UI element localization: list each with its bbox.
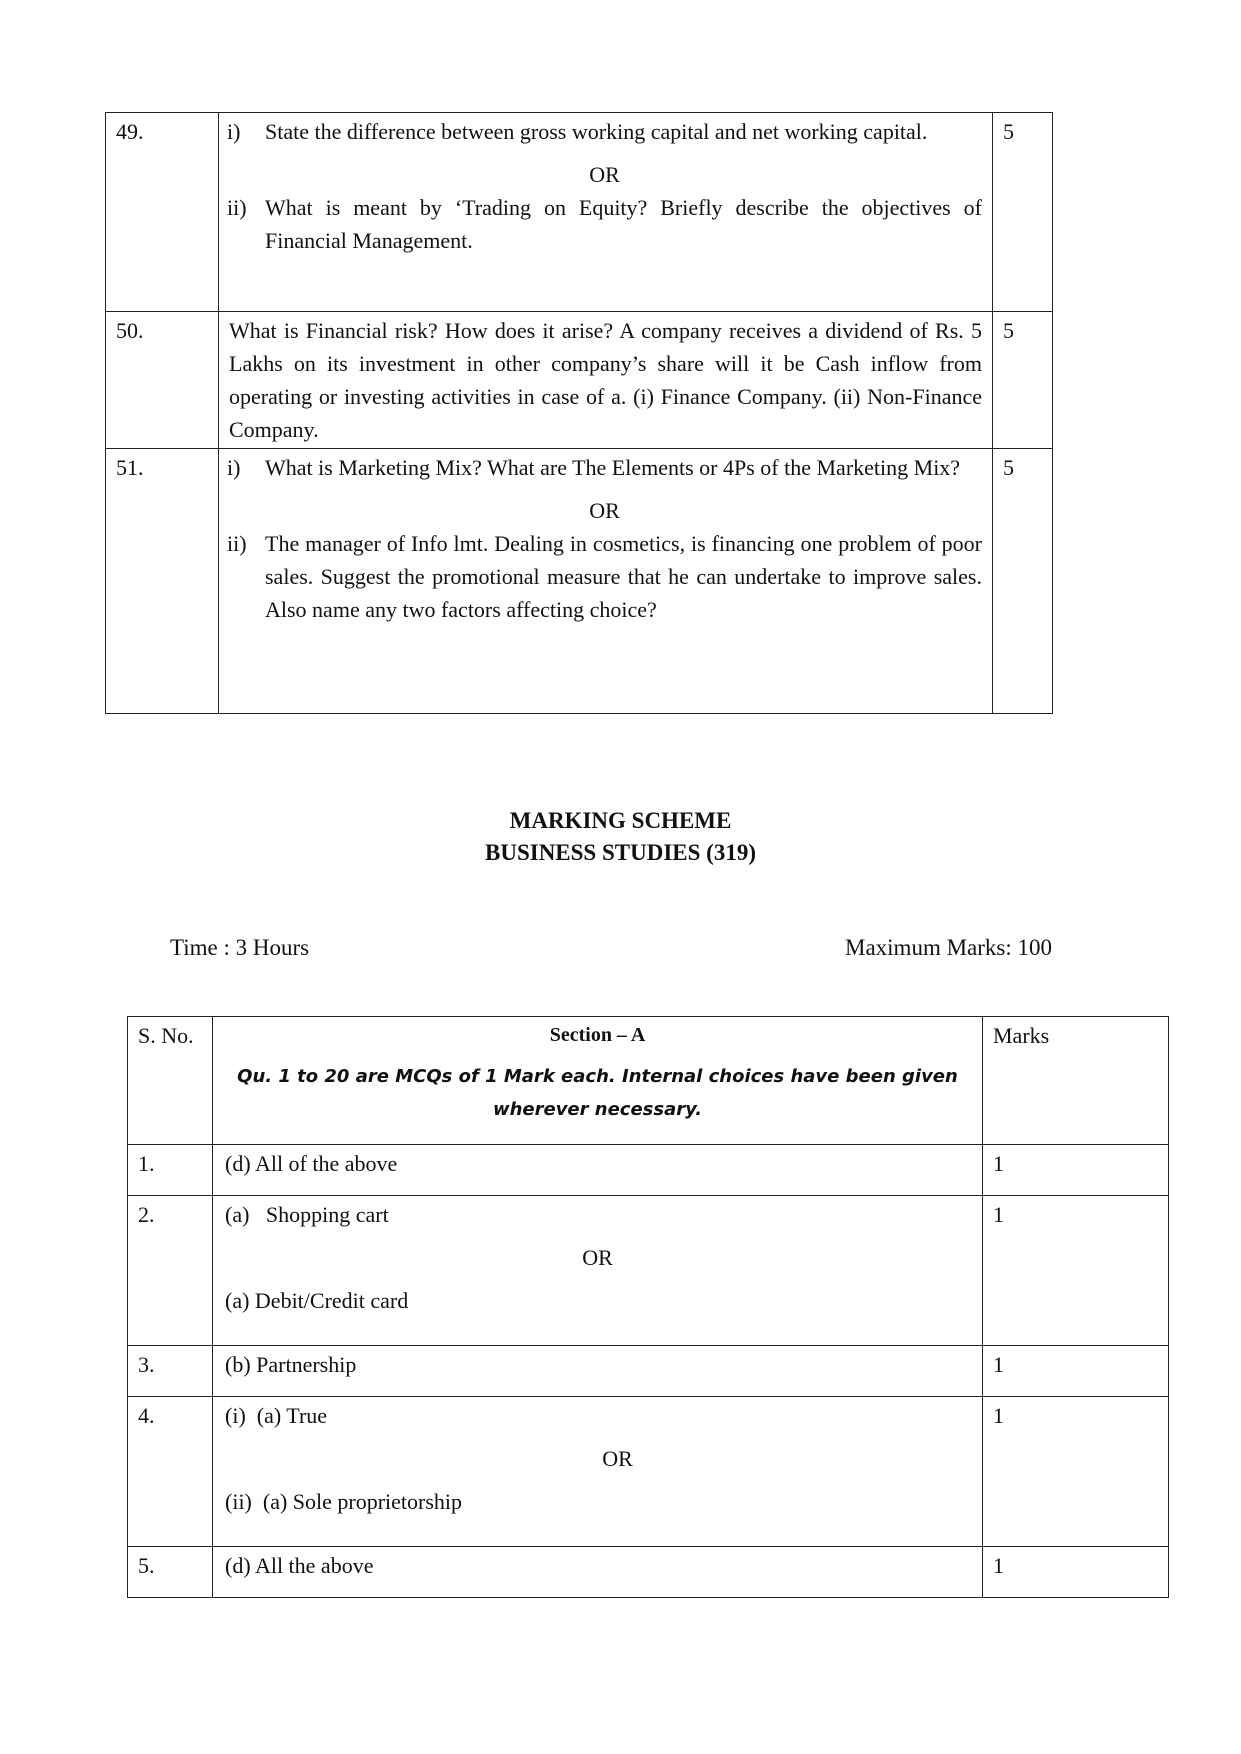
answer-sno: 4. <box>128 1397 213 1547</box>
question-row <box>106 312 1053 449</box>
answer-cell <box>213 1196 983 1346</box>
answer-sno: 1. <box>128 1145 213 1196</box>
table-row <box>128 1145 1169 1196</box>
question-marks: 5 <box>993 113 1053 312</box>
question-row <box>106 113 1053 312</box>
sno-header: S. No. <box>128 1017 213 1145</box>
question-body <box>219 449 993 714</box>
marking-scheme-table <box>127 1016 1169 1598</box>
question-part <box>227 451 982 484</box>
question-marks: 5 <box>993 312 1053 449</box>
answer-sno: 3. <box>128 1346 213 1397</box>
section-header-cell <box>213 1017 983 1145</box>
answer-marks: 1 <box>983 1196 1169 1346</box>
part-text: What is meant by ‘Trading on Equity? Briefly describe the objectives of Financial Management. <box>265 195 982 253</box>
part-text: The manager of Info lmt. Dealing in cosmetics, is financing one problem of poor sales. Suggest the promotional measure that he can undertake to improve sales. Also name any two factors affecting choice? <box>265 531 982 622</box>
answer-sno: 2. <box>128 1196 213 1346</box>
table-row <box>128 1196 1169 1346</box>
question-number: 49. <box>106 113 219 312</box>
answer-marks: 1 <box>983 1547 1169 1598</box>
table-row <box>128 1547 1169 1598</box>
question-number: 51. <box>106 449 219 714</box>
maximum-marks: Maximum Marks: 100 <box>845 935 1052 960</box>
part-text: State the difference between gross working capital and net working capital. <box>265 119 928 144</box>
part-label: ii) <box>227 195 247 220</box>
question-marks: 5 <box>993 449 1053 714</box>
answer-option: (ii) (a) Sole proprietorship <box>225 1489 463 1514</box>
answer-marks: 1 <box>983 1346 1169 1397</box>
answer-option: (i) (a) True <box>225 1403 328 1428</box>
section-note: Qu. 1 to 20 are MCQs of 1 Mark each. Internal choices have been given wherever necessary. <box>237 1066 958 1120</box>
question-part <box>227 191 982 257</box>
part-label: i) <box>227 119 241 144</box>
or-separator: OR <box>582 1245 613 1270</box>
question-body <box>219 312 993 449</box>
answer-marks: 1 <box>983 1145 1169 1196</box>
or-separator: OR <box>589 162 620 187</box>
question-part <box>227 115 982 148</box>
section-title: Section – A <box>549 1024 646 1046</box>
or-separator: OR <box>602 1446 633 1471</box>
part-text: What is Marketing Mix? What are The Elements or 4Ps of the Marketing Mix? <box>265 455 961 480</box>
answer-cell <box>213 1397 983 1547</box>
question-body <box>219 113 993 312</box>
table-row <box>128 1397 1169 1547</box>
question-row <box>106 449 1053 714</box>
answer-text: (d) All the above <box>213 1547 983 1598</box>
answer-option: (a) Shopping cart <box>225 1202 389 1227</box>
marks-header: Marks <box>983 1017 1169 1145</box>
question-text: What is Financial risk? How does it arise? A company receives a dividend of Rs. 5 Lakhs on its investment in other company’s share will it be Cash inflow from operating or investing activities in case of a. (i) Finance Company. (ii) Non-Finance Company. <box>229 318 982 442</box>
answer-sno: 5. <box>128 1547 213 1598</box>
table-row <box>128 1346 1169 1397</box>
answer-marks: 1 <box>983 1397 1169 1547</box>
document-subtitle: BUSINESS STUDIES (319) <box>485 840 756 865</box>
answer-text: (b) Partnership <box>213 1346 983 1397</box>
question-number: 50. <box>106 312 219 449</box>
answer-option: (a) Debit/Credit card <box>225 1288 409 1313</box>
part-label: ii) <box>227 531 247 556</box>
question-part <box>227 527 982 626</box>
document-title: MARKING SCHEME <box>509 808 732 833</box>
part-label: i) <box>227 455 241 480</box>
table-header-row <box>128 1017 1169 1145</box>
time-allowed: Time : 3 Hours <box>170 935 310 960</box>
questions-table <box>105 112 1053 714</box>
or-separator: OR <box>589 498 620 523</box>
answer-text: (d) All of the above <box>213 1145 983 1196</box>
